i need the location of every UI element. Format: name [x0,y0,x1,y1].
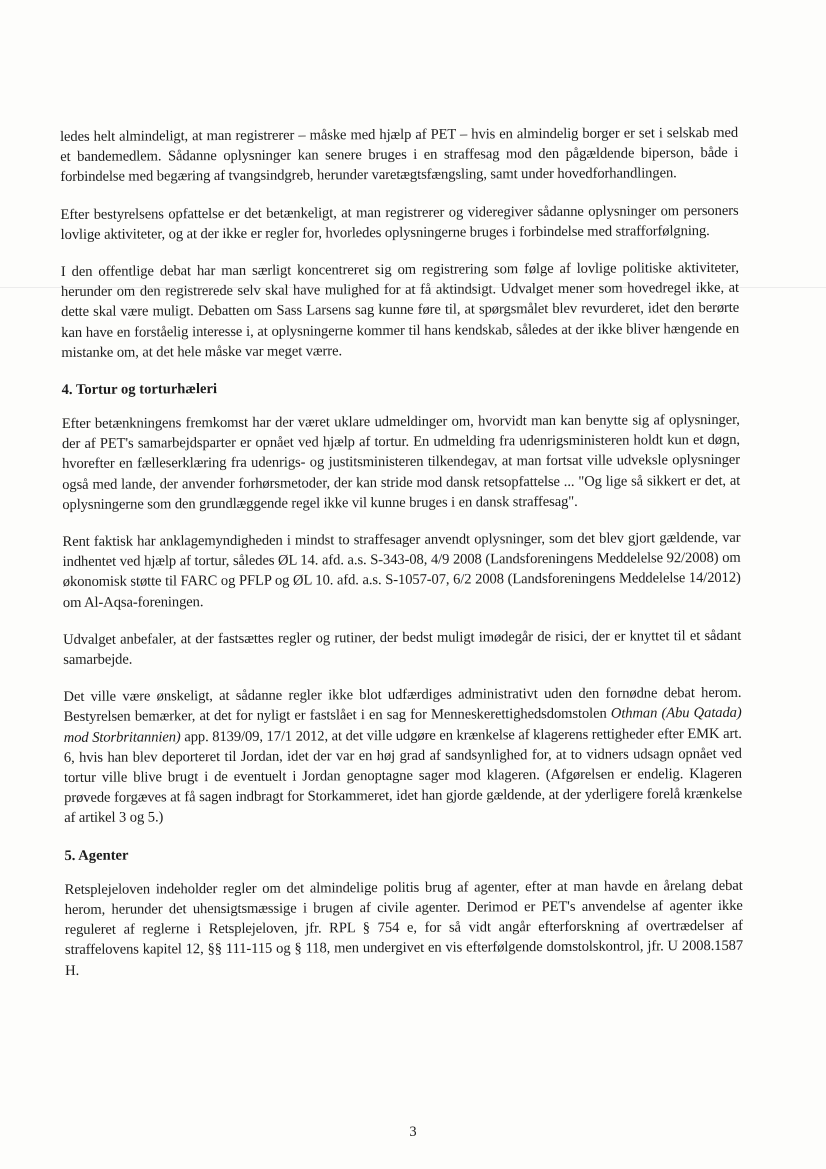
section-4-paragraph-4-start: Det ville være ønskeligt, at sådanne regler ikke blot udfærdiges administrativt uden den fornødne debat herom. Bestyrelsen bemærker, at det for nyligt er fastslået i en sag for Menneskerettighedsdomstolen [63,685,742,726]
section-4-heading: 4. Tortur og torturhæleri [61,381,218,399]
paragraph-intro-1: ledes helt almindeligt, at man registrerer – måske med hjælp af PET – hvis en almindelig borger er set i selskab med et bandemedlem. Sådanne oplysninger kan senere bruges i en straffesag mod den pågældende biperson, både i forbindelse med begæring af tvangsindgreb, herunder varetægtsfængsling, samt under hovedforhandlingen. [60,124,739,186]
section-5-heading: 5. Agenter [64,847,129,864]
section-5-paragraph-1: Retsplejeloven indeholder regler om det almindelige politis brug af agenter, efter at man havde en årelang debat herom, herunder det uhensigtsmæssige i brugen af civile agenter. Derimod er PET's anvendelse af agenter ikke reguleret af reglerne i Retsplejeloven, jfr. RPL § 754 e, for så vidt angår efterforskning af overtrædelser af straffelovens kapitel 12, §§ 111-115 og § 118, men undergivet en vis efterfølgende domstolskontrol, jfr. U 2008.1587 H. [64,877,744,979]
paragraph-intro-3: I den offentlige debat har man særligt koncentreret sig om registrering som følge af lovlige politiske aktiviteter, herunder om den registrerede selv skal have mulighed for at få aktindsigt. Udvalget mener som hovedregel ikke, at dette skal være muligt. Debatten om Sass Larsens sag kunne føre til, at spørgsmålet blev revurderet, idet den berørte kan have en forståelig interesse i, at oplysningerne kommer til hans kendskab, således at der ikke bliver hængende en mistanke om, at det hele måske var meget værre. [60,259,740,361]
section-4-paragraph-2: Rent faktisk har anklagemyndigheden i mindst to straffesager anvendt oplysninger, som det blev gjort gældende, var indhentet ved hjælp af tortur, således ØL 14. afd. a.s. S-343-08, 4/9 2008 (Landsforeningens Meddelelse 92/2008) om økonomisk støtte til FARC og PFLP og ØL 10. afd. a.s. S-1057-07, 6/2 2008 (Landsforeningens Meddelelse 14/2012) om Al-Aqsa-foreningen. [62,529,741,611]
document-body [60,123,743,998]
page-number: 3 [409,1124,417,1140]
case-name-italic: Othman (Abu Qatada) mod Storbritannien) [63,705,742,746]
section-4-paragraph-4-end: app. 8139/09, 17/1 2012, at det ville udgøre en krænkelse af klagerens rettigheder efter EMK art. 6, hvis han blev deporteret til Jordan, idet der var en høj grad af sandsynlighed for, at to vidners udsagn opnået ved tortur ville blive brugt i de eventuelt i Jordan genoptagne sager mod klageren. (Afgørelsen er endelig. Klageren prøvede forgæves at få sagen indbragt for Storkammeret, idet han gjorde gældende, at der yderligere forelå krænkelse af artikel 3 og 5.) [63,725,743,827]
section-4-paragraph-4 [63,683,742,829]
section-4-paragraph-1: Efter betænkningens fremkomst har der været uklare udmeldinger om, hvorvidt man kan benytte sig af oplysninger, der af PET's samarbejdsparter er opnået ved hjælp af tortur. En udmelding fra udenrigsministeren holdt kun et døgn, hvorefter en fælleserklæring fra udenrigs- og justitsministeren tilkendegav, at man fortsat ville udveksle oplysninger også med lande, der anvender forhørsmetoder, der kan stride mod dansk retsopfattelse ... "Og lige så sikkert er det, at oplysningerne som den grundlæggende regel ikke vil kunne bruges i en dansk straffesag". [61,411,741,513]
section-4-paragraph-3: Udvalget anbefaler, at der fastsættes regler og rutiner, der bedst muligt imødegår de risici, der er knyttet til et sådant samarbejde. [63,627,742,669]
paragraph-intro-2: Efter bestyrelsens opfattelse er det betænkeligt, at man registrerer og videregiver sådanne oplysninger om personers lovlige aktiviteter, og at der ikke er regler for, hvorledes oplysningerne bruges i forbindelse med strafforfølgning. [60,202,739,243]
